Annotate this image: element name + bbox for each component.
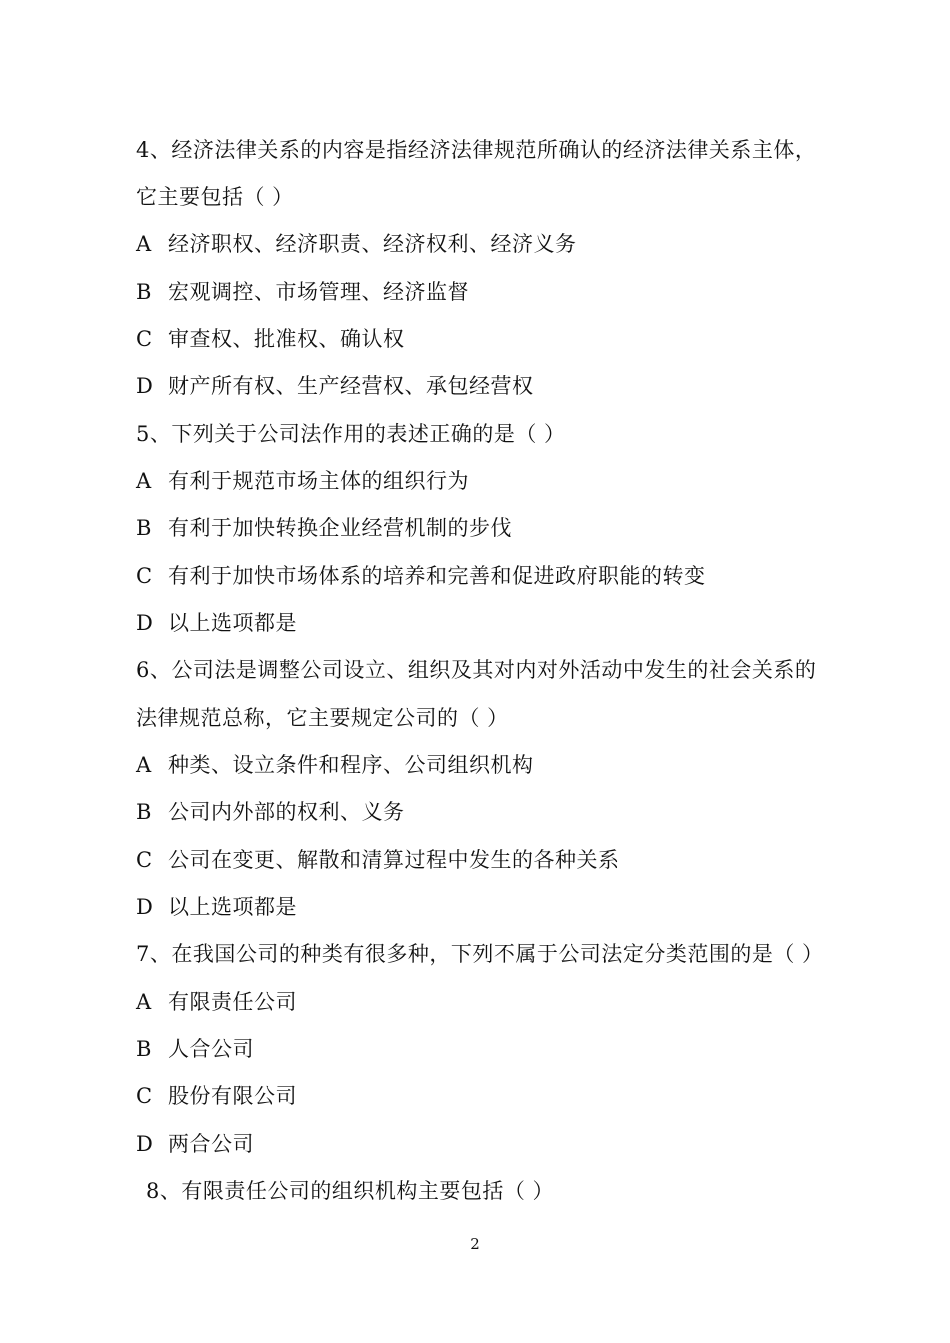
option-text: 公司内外部的权利、义务 xyxy=(168,800,405,824)
question-7-option-c xyxy=(136,1082,297,1110)
page-number: 2 xyxy=(470,1235,480,1253)
question-6-stem-line-1: 6、公司法是调整公司设立、组织及其对内对外活动中发生的社会关系的 xyxy=(136,658,817,682)
question-4-stem-line-2: 它主要包括（ ） xyxy=(136,185,294,209)
option-letter: C xyxy=(136,564,153,588)
question-6-option-d xyxy=(136,893,297,921)
question-6-option-c xyxy=(136,846,620,874)
question-7-stem-line-1: 7、在我国公司的种类有很多种，下列不属于公司法定分类范围的是（ ） xyxy=(136,942,824,966)
option-text: 两合公司 xyxy=(168,1132,254,1156)
option-letter: C xyxy=(136,848,153,872)
question-4-stem-line-1: 4、经济法律关系的内容是指经济法律规范所确认的经济法律关系主体， xyxy=(136,138,817,162)
question-5-stem-line-1: 5、下列关于公司法作用的表述正确的是（ ） xyxy=(136,422,566,446)
question-6-option-a xyxy=(136,751,534,779)
option-text: 公司在变更、解散和清算过程中发生的各种关系 xyxy=(168,848,620,872)
option-text: 种类、设立条件和程序、公司组织机构 xyxy=(168,753,534,777)
option-letter: A xyxy=(136,753,152,777)
option-text: 财产所有权、生产经营权、承包经营权 xyxy=(168,374,534,398)
question-5-option-d xyxy=(136,609,297,637)
option-text: 有利于加快市场体系的培养和完善和促进政府职能的转变 xyxy=(168,564,706,588)
question-4-option-b xyxy=(136,278,469,306)
option-letter: B xyxy=(136,516,152,540)
question-4-option-a xyxy=(136,230,577,258)
question-7-option-d xyxy=(136,1130,254,1158)
question-4-option-c xyxy=(136,325,405,353)
option-letter: C xyxy=(136,1084,153,1108)
option-text: 有利于规范市场主体的组织行为 xyxy=(168,469,469,493)
option-text: 有利于加快转换企业经营机制的步伐 xyxy=(168,516,512,540)
option-text: 股份有限公司 xyxy=(168,1084,297,1108)
option-letter: D xyxy=(136,1132,154,1156)
option-text: 宏观调控、市场管理、经济监督 xyxy=(168,280,469,304)
question-4-option-d xyxy=(136,372,534,400)
option-letter: D xyxy=(136,611,154,635)
option-text: 经济职权、经济职责、经济权利、经济义务 xyxy=(168,232,577,256)
option-letter: A xyxy=(136,990,152,1014)
question-7-option-b xyxy=(136,1035,254,1063)
option-text: 人合公司 xyxy=(168,1037,254,1061)
question-5-option-a xyxy=(136,467,469,495)
option-text: 审查权、批准权、确认权 xyxy=(168,327,405,351)
question-8-stem-line-1: 8、有限责任公司的组织机构主要包括（ ） xyxy=(146,1179,555,1203)
question-6-stem-line-2: 法律规范总称，它主要规定公司的（ ） xyxy=(136,706,509,730)
option-text: 以上选项都是 xyxy=(168,611,297,635)
option-text: 以上选项都是 xyxy=(168,895,297,919)
option-letter: B xyxy=(136,1037,152,1061)
option-letter: A xyxy=(136,469,152,493)
question-5-option-c xyxy=(136,562,706,590)
option-letter: D xyxy=(136,374,154,398)
option-letter: A xyxy=(136,232,152,256)
question-7-option-a xyxy=(136,988,297,1016)
option-letter: D xyxy=(136,895,154,919)
option-letter: B xyxy=(136,280,152,304)
option-text: 有限责任公司 xyxy=(168,990,297,1014)
option-letter: C xyxy=(136,327,153,351)
question-6-option-b xyxy=(136,798,405,826)
question-5-option-b xyxy=(136,514,512,542)
option-letter: B xyxy=(136,800,152,824)
